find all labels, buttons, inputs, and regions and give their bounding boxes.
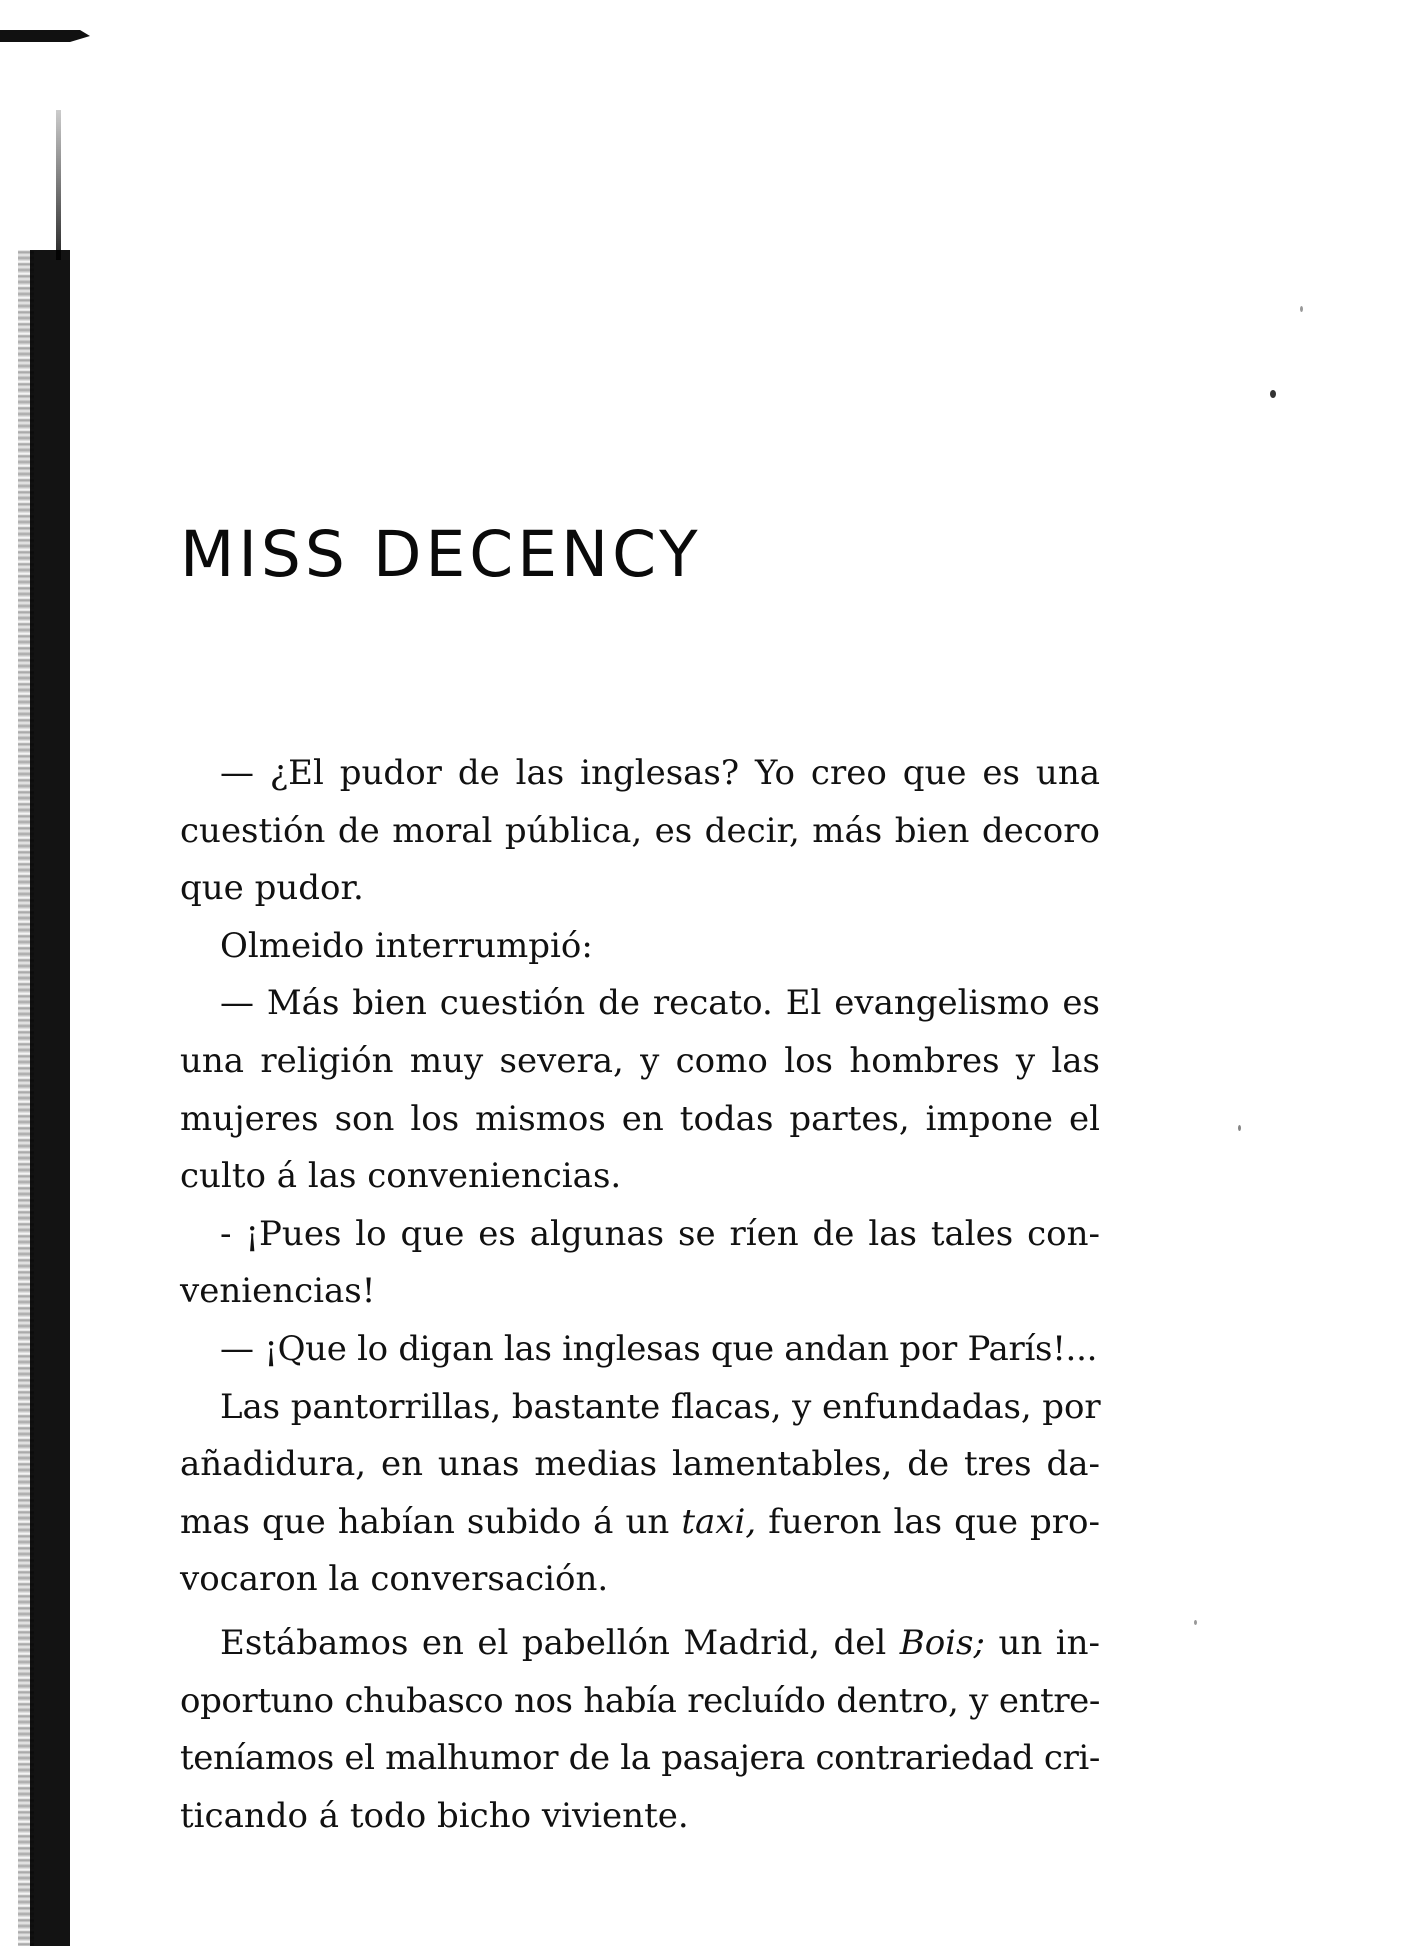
- page-title: MISS DECENCY: [180, 518, 702, 591]
- text-line: una religión muy severa, y como los hombres y las: [180, 1040, 1100, 1081]
- scan-speck: [1194, 1620, 1197, 1625]
- text-line: vocaron la conversación.: [180, 1559, 609, 1600]
- text-line: que pudor.: [180, 868, 364, 909]
- text-line: Las pantorrillas, bastante flacas, y enfundadas, por: [220, 1386, 1101, 1427]
- scan-speck: [1300, 306, 1303, 312]
- text-line: oportuno chubasco nos había recluído dentro, y entre-: [180, 1680, 1100, 1721]
- text-segment: mas que habían subido á un: [180, 1501, 682, 1542]
- scan-binding-shadow: [30, 250, 70, 1946]
- text-segment: un in-: [984, 1622, 1100, 1663]
- italic-word: taxi,: [681, 1501, 757, 1542]
- text-line: veniencias!: [180, 1271, 376, 1312]
- text-line: — Más bien cuestión de recato. El evangelismo es: [220, 983, 1100, 1024]
- text-segment: fueron las que pro-: [756, 1501, 1100, 1542]
- text-line: culto á las conveniencias.: [180, 1156, 622, 1197]
- text-line: añadidura, en unas medias lamentables, de tres da-: [180, 1444, 1100, 1485]
- scan-binding-shadow-thin: [56, 110, 61, 260]
- text-line: [180, 1494, 1100, 1552]
- scan-speck: [1238, 1125, 1241, 1131]
- text-line: Olmeido interrumpió:: [220, 925, 593, 966]
- text-line: — ¿El pudor de las inglesas? Yo creo que es una: [220, 753, 1100, 793]
- text-line: ticando á todo bicho viviente.: [180, 1795, 689, 1836]
- text-line: mujeres son los mismos en todas partes, impone el: [180, 1098, 1100, 1139]
- italic-word: Bois;: [899, 1622, 985, 1663]
- text-line: - ¡Pues lo que es algunas se ríen de las tales con-: [220, 1213, 1100, 1254]
- body-text: [180, 745, 1100, 1845]
- scan-speck: [1270, 390, 1276, 398]
- text-line: [180, 1615, 1100, 1673]
- text-line: — ¡Que lo digan las inglesas que andan por París!...: [220, 1328, 1098, 1369]
- scan-corner-mark: [0, 28, 90, 44]
- text-line: cuestión de moral pública, es decir, más bien decoro: [180, 810, 1100, 851]
- text-line: teníamos el malhumor de la pasajera contrariedad cri-: [180, 1738, 1100, 1779]
- text-segment: Estábamos en el pabellón Madrid, del: [220, 1622, 900, 1663]
